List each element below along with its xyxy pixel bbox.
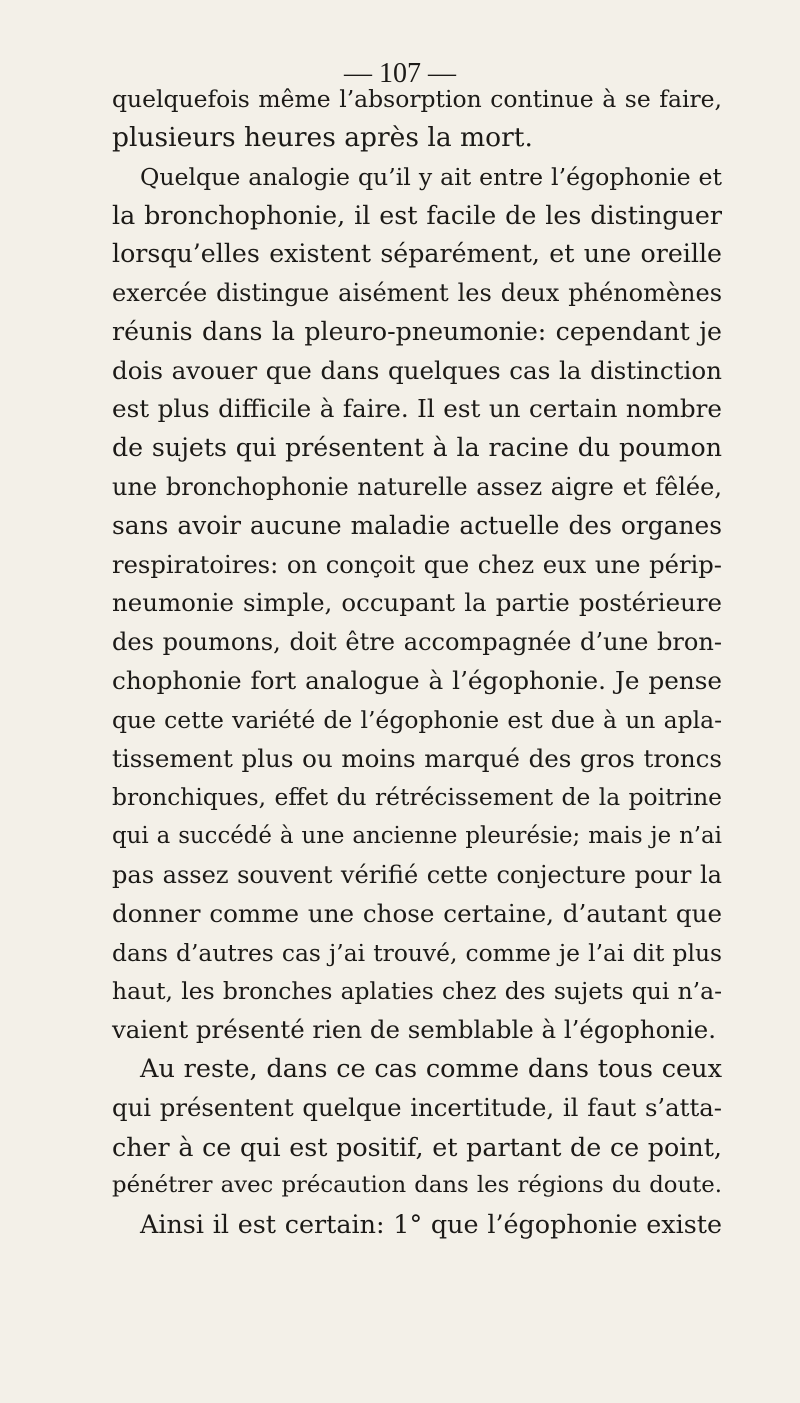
text-line: Au reste, dans ce cas comme dans tous ceux <box>140 1053 722 1084</box>
text-line: haut, les bronches aplaties chez des sujets qui n’a- <box>112 977 722 1006</box>
text-line: réunis dans la pleuro-pneumonie: cependant je <box>112 316 722 346</box>
text-line: chophonie fort analogue à l’égophonie. Je pense <box>112 665 722 695</box>
text-line: plusieurs heures après la mort. <box>112 121 533 153</box>
text-line: Quelque analogie qu’il y ait entre l’égophonie et <box>140 162 722 191</box>
text-line: sans avoir aucune maladie actuelle des organes <box>112 510 722 540</box>
text-line: donner comme une chose certaine, d’autant que <box>112 898 722 928</box>
text-line: de sujets qui présentent à la racine du poumon <box>112 433 722 463</box>
body-text <box>112 80 722 1244</box>
text-line: cher à ce qui est positif, et partant de ce point, <box>112 1131 722 1162</box>
text-line: que cette variété de l’égophonie est due à un apla- <box>112 705 722 734</box>
text-line: respiratoires: on conçoit que chez eux une périp- <box>112 549 722 579</box>
text-line: dois avouer que dans quelques cas la distinction <box>112 355 722 385</box>
text-line: qui a succédé à une ancienne pleurésie; mais je n’ai <box>112 823 722 850</box>
text-line: est plus difficile à faire. Il est un certain nombre <box>112 394 722 424</box>
text-line: pas assez souvent vérifié cette conjecture pour la <box>112 860 722 889</box>
text-line: une bronchophonie naturelle assez aigre et fêlée, <box>112 472 722 501</box>
text-line: exercée distingue aisément les deux phénomènes <box>112 278 722 307</box>
text-line: vaient présenté rien de semblable à l’égophonie. <box>112 1015 717 1045</box>
text-line: quelquefois même l’absorption continue à se faire, <box>112 85 722 113</box>
text-line: bronchiques, effet du rétrécissement de la poitrine <box>112 783 722 812</box>
text-line: dans d’autres cas j’ai trouvé, comme je l’ai dit plus <box>112 938 722 967</box>
page-number-header: — 107 — <box>344 58 456 89</box>
text-line: neumonie simple, occupant la partie postérieure <box>112 588 722 618</box>
text-line: Ainsi il est certain: 1° que l’égophonie existe <box>140 1209 722 1240</box>
text-line: qui présentent quelque incertitude, il faut s’atta- <box>112 1092 722 1122</box>
text-line: la bronchophonie, il est facile de les distinguer <box>112 200 722 231</box>
text-line: pénétrer avec précaution dans les régions du doute. <box>112 1172 722 1199</box>
text-line: lorsqu’elles existent séparément, et une oreille <box>112 239 722 269</box>
text-line: tissement plus ou moins marqué des gros troncs <box>112 743 722 773</box>
text-line: des poumons, doit être accompagnée d’une bron- <box>112 628 722 657</box>
